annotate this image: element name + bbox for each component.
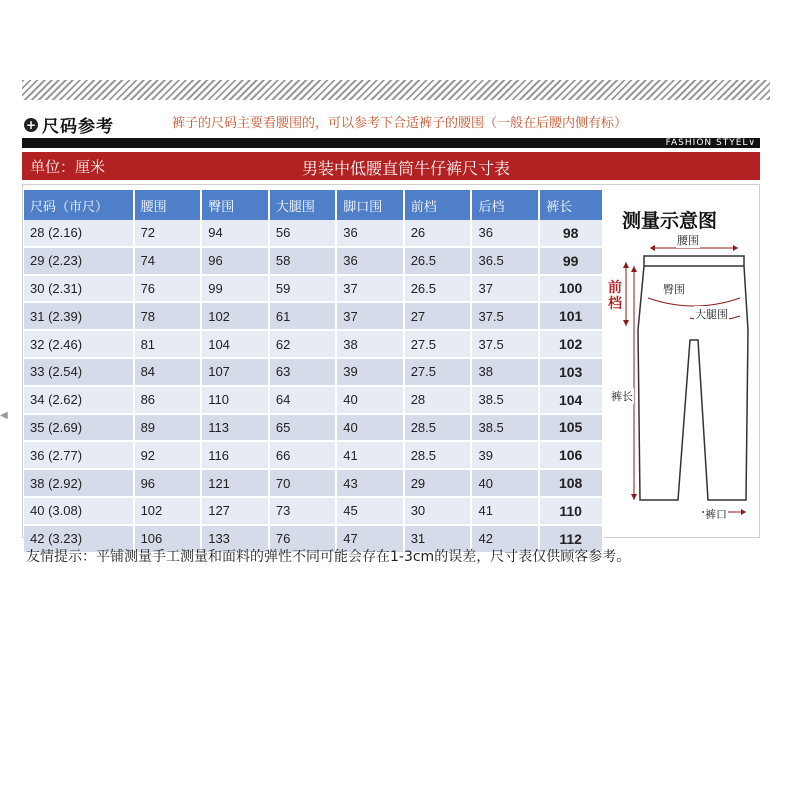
col-header-waist: 腰围 [134,190,202,220]
table-cell: 36 [471,220,539,247]
table-cell: 39 [471,441,539,469]
table-cell: 38 [336,330,403,358]
table-cell: 106 [134,525,202,553]
table-cell: 89 [134,414,202,442]
table-cell: 99 [539,247,603,275]
diagram-label-waist: 腰围 [677,234,699,247]
col-header-hip: 臀围 [201,190,269,220]
table-cell: 37.5 [471,330,539,358]
table-cell: 36.5 [471,247,539,275]
size-table [24,190,604,554]
black-bar [22,138,760,148]
diagram-label-length: 裤长 [611,390,633,403]
table-cell: 133 [201,525,269,553]
table-cell: 103 [539,358,603,386]
table-cell: 102 [134,497,202,525]
diagram-label-thigh: 大腿围 [695,308,728,321]
table-cell: 38 [471,358,539,386]
table-cell: 106 [539,441,603,469]
table-cell: 32 (2.46) [24,330,134,358]
table-cell: 29 (2.23) [24,247,134,275]
diagram-label-hem: 裤口 [705,508,727,521]
table-cell: 40 (3.08) [24,497,134,525]
table-cell: 31 [404,525,472,553]
table-cell: 41 [471,497,539,525]
table-cell: 107 [201,358,269,386]
diagram-label-hip: 臀围 [663,283,685,296]
table-row [24,220,603,247]
table-cell: 40 [336,414,403,442]
table-cell: 42 [471,525,539,553]
table-cell: 102 [201,302,269,330]
table-cell: 113 [201,414,269,442]
table-row [24,497,603,525]
table-cell: 65 [269,414,336,442]
table-cell: 38 (2.92) [24,469,134,497]
table-cell: 26.5 [404,247,472,275]
table-cell: 105 [539,414,603,442]
table-row [24,302,603,330]
col-header-length: 裤长 [539,190,603,220]
table-cell: 81 [134,330,202,358]
hip-arrow [648,298,740,306]
table-row [24,330,603,358]
logo [24,112,114,137]
table-cell: 108 [539,469,603,497]
table-cell: 36 (2.77) [24,441,134,469]
table-cell: 56 [269,220,336,247]
plus-circle-icon: + [25,117,37,132]
table-cell: 40 [336,386,403,414]
table-cell: 92 [134,441,202,469]
table-cell: 37.5 [471,302,539,330]
table-cell: 110 [201,386,269,414]
table-row [24,358,603,386]
table-cell: 78 [134,302,202,330]
table-cell: 63 [269,358,336,386]
table-cell: 94 [201,220,269,247]
table-row [24,414,603,442]
table-row [24,275,603,303]
table-cell: 47 [336,525,403,553]
table-cell: 45 [336,497,403,525]
table-row [24,441,603,469]
table-cell: 112 [539,525,603,553]
title-bar [22,152,760,180]
size-notice: 裤子的尺码主要看腰围的，可以参考下合适裤子的腰围（一般在后腰内侧有标） [172,116,628,131]
table-cell: 27 [404,302,472,330]
table-cell: 102 [539,330,603,358]
table-cell: 28 [404,386,472,414]
table-cell: 74 [134,247,202,275]
table-cell: 37 [336,275,403,303]
footer-tip: 友情提示：平铺测量手工测量和面料的弹性不同可能会存在1-3cm的误差，尺寸表仅供顾客参考。 [26,549,631,565]
table-cell: 31 (2.39) [24,302,134,330]
waistband-shape [644,256,744,266]
table-cell: 73 [269,497,336,525]
col-header-size: 尺码（市尺） [24,190,134,220]
table-cell: 36 [336,247,403,275]
table-cell: 30 [404,497,472,525]
col-header-thigh: 大腿围 [269,190,336,220]
table-cell: 41 [336,441,403,469]
diagram-label-front-rise: 前档 [608,280,622,312]
table-cell: 76 [134,275,202,303]
table-cell: 84 [134,358,202,386]
table-cell: 98 [539,220,603,247]
table-cell: 26 [404,220,472,247]
diagram-title: 测量示意图 [622,210,718,232]
table-row [24,386,603,414]
table-cell: 28.5 [404,441,472,469]
table-cell: 37 [471,275,539,303]
col-header-hem: 脚口围 [336,190,403,220]
table-cell: 110 [539,497,603,525]
chevron-down-icon: ∨ [748,138,756,148]
table-cell: 70 [269,469,336,497]
table-cell: 66 [269,441,336,469]
table-cell: 36 [336,220,403,247]
table-cell: 38.5 [471,414,539,442]
table-cell: 30 (2.31) [24,275,134,303]
table-cell: 26.5 [404,275,472,303]
table-cell: 33 (2.54) [24,358,134,386]
chevron-left-icon[interactable]: ◀ [0,410,8,421]
table-cell: 58 [269,247,336,275]
logo-text: 尺码参考 [42,117,114,137]
table-cell: 86 [134,386,202,414]
table-cell: 42 (3.23) [24,525,134,553]
table-cell: 27.5 [404,330,472,358]
table-cell: 127 [201,497,269,525]
table-cell: 38.5 [471,386,539,414]
table-row [24,247,603,275]
table-header-row [24,190,603,220]
fashion-tag: FASHION STYEL∨ [662,139,760,148]
header-row [22,108,770,138]
col-header-back-rise: 后档 [471,190,539,220]
table-cell: 76 [269,525,336,553]
table-cell: 121 [201,469,269,497]
table-cell: 29 [404,469,472,497]
table-cell: 96 [201,247,269,275]
table-cell: 40 [471,469,539,497]
table-title: 男装中低腰直筒牛仔裤尺寸表 [302,159,511,178]
table-cell: 61 [269,302,336,330]
table-row [24,469,603,497]
col-header-front-rise: 前档 [404,190,472,220]
table-cell: 34 (2.62) [24,386,134,414]
table-cell: 62 [269,330,336,358]
table-cell: 64 [269,386,336,414]
table-cell: 37 [336,302,403,330]
table-cell: 27.5 [404,358,472,386]
table-cell: 72 [134,220,202,247]
table-cell: 96 [134,469,202,497]
table-cell: 116 [201,441,269,469]
table-cell: 35 (2.69) [24,414,134,442]
table-cell: 59 [269,275,336,303]
table-cell: 39 [336,358,403,386]
table-cell: 43 [336,469,403,497]
table-cell: 28 (2.16) [24,220,134,247]
table-cell: 104 [539,386,603,414]
hatch-divider [22,80,770,100]
table-cell: 101 [539,302,603,330]
table-cell: 100 [539,275,603,303]
table-cell: 99 [201,275,269,303]
unit-label: 单位：厘米 [30,158,106,176]
table-cell: 28.5 [404,414,472,442]
table-cell: 104 [201,330,269,358]
